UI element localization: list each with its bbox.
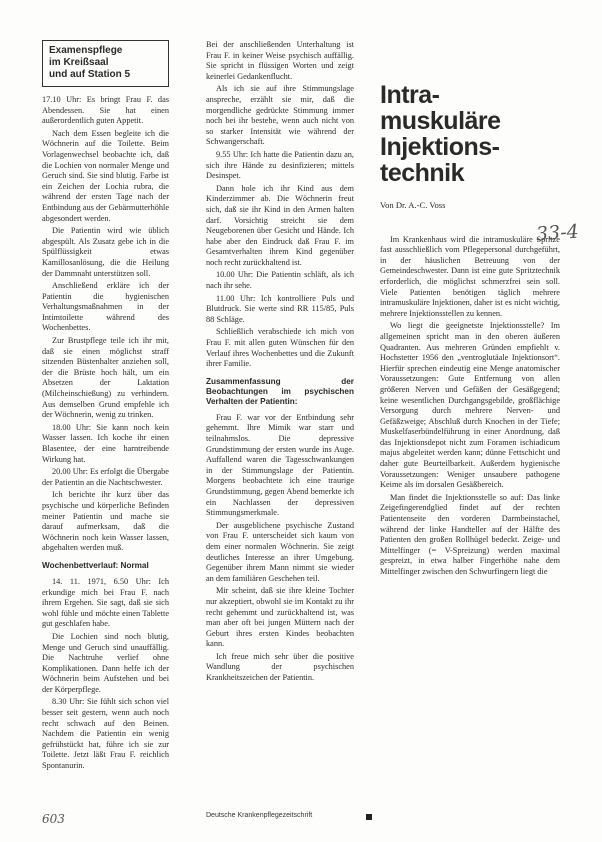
paragraph: Ich berichte ihr kurz über das psychische und körperliche Befinden meiner Patientin und mache sie darauf aufmerksam, daß die Wöchnerin noch kein Wasser lassen, abgehalten werden muß. xyxy=(42,490,169,553)
paragraph: Als ich sie auf ihre Stimmungslage anspreche, erzählt sie mir, daß die morgendliche gedrückte Stimmung immer noch bei ihr bestehe, wenn auch nicht von so starker Intensität wie während der Schwangerschaft. xyxy=(206,84,354,147)
paragraph: Wo liegt die geeignetste Injektionsstelle? Im allgemeinen spricht man in den oberen äußeren Quadranten. Aus mehreren Gründen empfiehlt v. Hochstetter 1956 den „ventroglutäale Injektionsort“. Hierfür sprechen eindeutig eine Menge anatomischer Voraussetzungen: Gute Entfernung von allen größeren Nerven und Gefäßen der Gesäßgegend; keine wesentlichen Durchgangsgebilde, großflächige Versorgung durch mehrere Nerven- und Gefäßzweige; Abschluß durch Knochen in der Tiefe; Muskelfaserbündelführung in einer Anordnung, daß das Injektionsdepot nicht zum Foramen ischiadicum majus abgeleitet werden kann; dünne Fettschicht und daher gute Beurteilbarkeit. Außerdem hygienische Voraussetzungen: Weniger unsaubere pathogene Keime als im dorsalen Gesäßbereich. xyxy=(380,321,560,490)
paragraph: Bei der anschließenden Unterhaltung ist Frau F. in keiner Weise psychisch auffällig. Sie spricht in flüssigen Worten und zeigt keinerlei Gedankenflucht. xyxy=(206,40,354,81)
title-line: Injektions- xyxy=(380,133,500,161)
paragraph: Zur Brustpflege teile ich ihr mit, daß sie einen möglichst straff sitzenden Büstenhalter anziehen soll, der die Brüste hoch hält, um ein Absetzen der Laktation (Milcheinschießung) zu verhindern. Aus demselben Grund empfehle ich der Wöchnerin, wenig zu trinken. xyxy=(42,336,169,420)
paragraph: Die Lochien sind noch blutig, Menge und Geruch sind unauffällig. Die Nachtruhe verlief ohne Komplikationen. Dann helfe ich der Wöchnerin beim Aufstehen und bei der Körperpflege. xyxy=(42,631,169,694)
paragraph: Nach dem Essen begleite ich die Wöchnerin auf die Toilette. Beim Vorlagenwechsel beobachte ich, daß die Lochien von normaler Menge und Geruch sind. Sie sind blutig. Farbe ist ein Zeichen der Lochia rubra, die während der ersten Tage nach der Entbindung aus der Gebärmutterhöhle abgesondert werden. xyxy=(42,128,169,223)
paragraph: 9.55 Uhr: Ich hatte die Patientin dazu an, sich ihre Hände zu desinfizieren; mittels Desinspet. xyxy=(206,149,354,181)
paragraph: 8.30 Uhr: Sie fühlt sich schon viel besser seit gestern, wenn auch noch recht schwach auf den Beinen. Nachdem die Patientin ein wenig gefrühstückt hat, führe ich sie zur Toilette. Jetzt läßt Frau F. reichlich Spontanurin. xyxy=(42,697,169,771)
paragraph: Mir scheint, daß sie ihre kleine Tochter nur akzeptiert, obwohl sie im Kontakt zu ihr recht gehemmt und zurückhaltend ist, was man aber oft bei jungen Müttern nach der Geburt ihres ersten Kindes beobachten kann. xyxy=(206,586,354,649)
section-subheading: Wochenbettverlauf: Normal xyxy=(42,560,149,570)
box-heading-line: Examenspflege xyxy=(49,45,123,56)
paragraph: 17.10 Uhr: Es bringt Frau F. das Abendessen. Sie hat einen außerordentlich guten Appetit. xyxy=(42,95,169,126)
column-right xyxy=(380,40,560,580)
paragraph: Frau F. war vor der Entbindung sehr gehemmt. Ihre Mimik war starr und teilnahmslos. Die depressive Grundstimmung der ersten wurde ins Auge. Auffallend waren die Tagesschwankungen in der Stimmungslage der Patientin. Morgens beobachtete ich eine traurige Grundstimmung, gegen Abend bemerkte ich ein Nachlassen der depressiven Stimmungsmerkmale. xyxy=(206,412,354,518)
box-heading-line: im Kreißsaal xyxy=(49,57,109,68)
footer-source: Deutsche Krankenpflegezeitschrift xyxy=(206,812,313,819)
title-line: muskuläre xyxy=(380,107,501,135)
column-left xyxy=(42,40,169,774)
paragraph: Der ausgeblichene psychische Zustand von Frau F. unterscheidet sich kaum von dem einer normalen Wöchnerin. Sie zeigt deutliches Interesse an ihrer Umgebung. Gegenüber ihrem Mann nimmt sie wieder an dem familiären Geschehen teil. xyxy=(206,520,354,583)
paragraph: 11.00 Uhr: Ich kontrolliere Puls und Blutdruck. Sie werte sind RR 115/85, Puls 88 Schläge. xyxy=(206,293,354,324)
paragraph: Ich freue mich sehr über die positive Wandlung der psychischen Krankheitszeichen der Patientin. xyxy=(206,651,354,683)
column-middle xyxy=(206,40,354,686)
title-line: technik xyxy=(380,159,465,187)
article-body xyxy=(380,235,560,578)
article-author: Von Dr. A.-C. Voss xyxy=(380,200,446,210)
section-subheading: Zusammenfassung der Beobachtungen im psychischen Verhalten der Patientin: xyxy=(206,376,354,406)
paragraph: Schließlich verabschiede ich mich von Frau F. mit allen guten Wünschen für den Verlauf ihres Wochenbettes und die Zukunft ihrer Familie. xyxy=(206,327,354,369)
end-of-article-square xyxy=(366,814,372,820)
paragraph: Im Krankenhaus wird die intramuskuläre Spritze fast ausschließlich vom Pflegepersonal durchgeführt, in der häuslichen Betreuung von der Gemeindeschwester. Dann ist eine gute Spritztechnik erforderlich, die möglichst schmerzfrei sein soll. Viele Patienten benötigen täglich mehrere intramuskuläre Injektionen, daher ist es nicht wichtig, mehrere Injektionsstellen zu kennen. xyxy=(380,234,560,318)
paragraph: 10.00 Uhr: Die Patientin schläft, als ich nach ihr sehe. xyxy=(206,270,354,291)
paragraph: 18.00 Uhr: Sie kann noch kein Wasser lassen. Ich koche ihr einen Blasentee, der eine harntreibende Wirkung hat. xyxy=(42,422,169,464)
boxed-section-heading xyxy=(42,40,169,87)
box-heading-line: und auf Station 5 xyxy=(49,69,131,80)
handwritten-annotation: 33-4 xyxy=(535,220,580,246)
title-line: Intra- xyxy=(380,81,440,109)
paragraph: 14. 11. 1971, 6.50 Uhr: Ich erkundige mich bei Frau F. nach ihrem Ergehen. Sie sagt, daß sie sich wohl fühle und möchte einen Tablette gut geschlafen habe. xyxy=(42,576,169,629)
page-number-mark: 603 xyxy=(42,812,65,826)
paragraph: Die Patientin wird wie üblich abgespült. Als Zusatz gebe ich in die Spülflüssigkeit etwas Kamillosanlösung, die die Heilung der Dammnaht unterstützen soll. xyxy=(42,226,169,278)
paragraph: Man findet die Injektionsstelle so auf: Das linke Zeigefingerendglied findet auf der rechten Patientenseite den vorderen Darmbeinstachel, während der linke Handteller auf der Hälfte des Patienten den großen Rollhügel bedeckt. Zeige- und Mittelfinger (= V-Spreizung) werden maximal gespreizt, in etwa halber Fingerhöhe nahe dem Mittelfinger zwischen den Schwurfingern liegt die xyxy=(380,492,560,576)
article-title xyxy=(380,82,560,186)
paragraph: Dann hole ich ihr Kind aus dem Kinderzimmer ab. Die Wöchnerin freut sich, daß sie ihr Kind in den Armen halten darf. Vorsichtig streicht sie dem Neugeborenen über Gesicht und Hände. Ich habe aber den Eindruck daß Frau F. im Gesamtverhalten ihrem Kind gegenüber noch recht zurückhaltend ist. xyxy=(206,183,354,267)
paragraph: Anschließend erkläre ich der Patientin die hygienischen Verhaltungsmaßnahmen in der Intimtoilette während des Wochenbettes. xyxy=(42,281,169,333)
paragraph: 20.00 Uhr: Es erfolgt die Übergabe der Patientin an die Nachtschwester. xyxy=(42,467,169,487)
